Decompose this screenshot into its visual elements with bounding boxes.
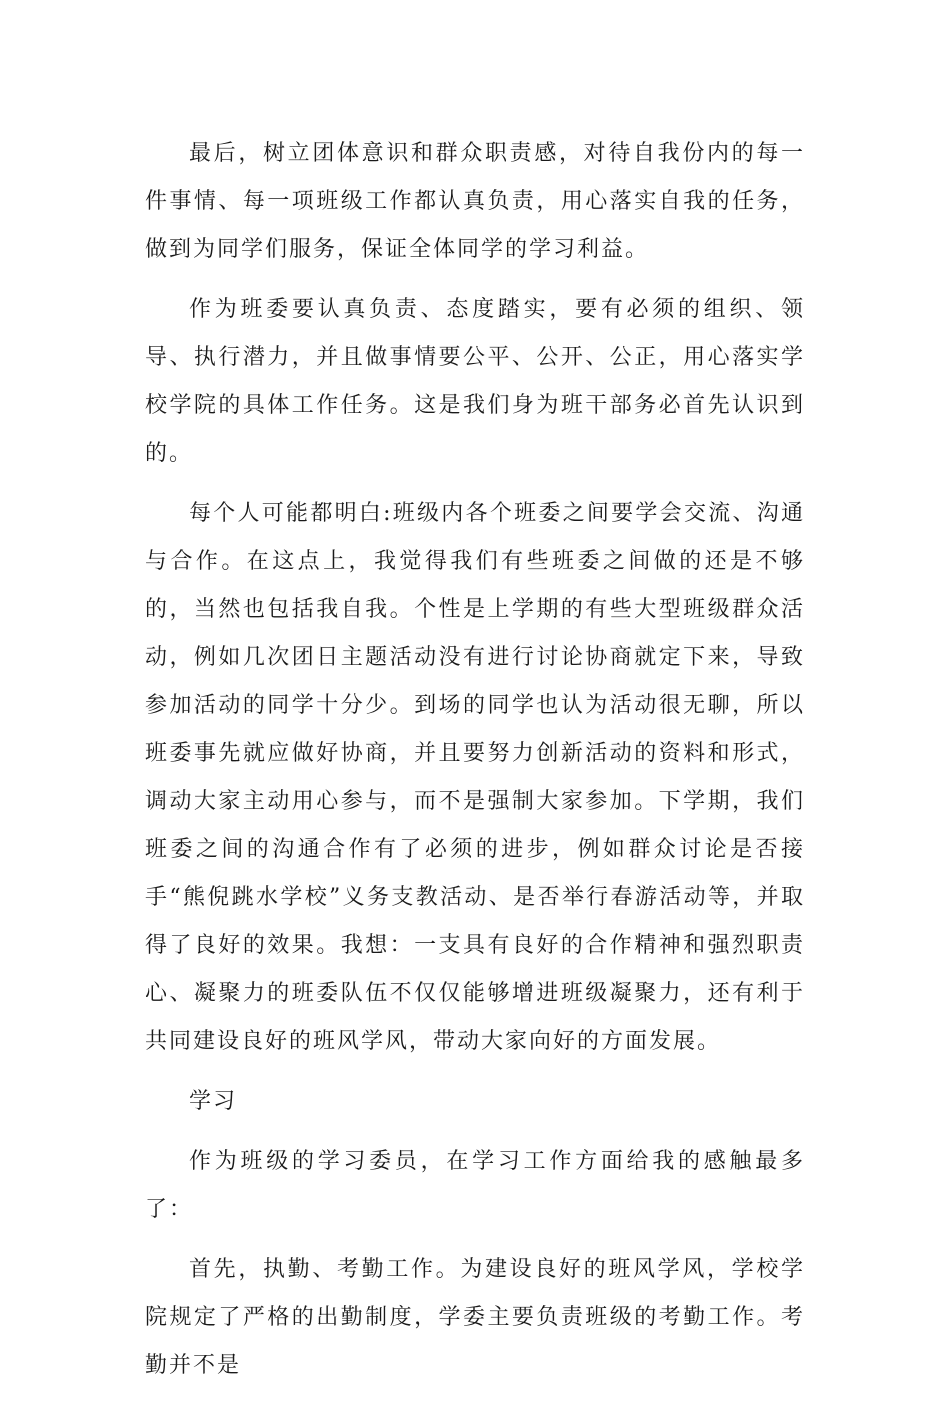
paragraph-attendance: 首先，执勤、考勤工作。为建设良好的班风学风，学校学院规定了严格的出勤制度，学委主要负责班级的考勤工作。考勤并不是 bbox=[145, 1257, 805, 1378]
paragraph-committee-attitude: 作为班委要认真负责、态度踏实，要有必须的组织、领导、执行潜力，并且做事情要公平、公开、公正，用心落实学校学院的具体工作任务。这是我们身为班干部务必首先认识到的。 bbox=[145, 297, 805, 466]
document-body bbox=[145, 130, 805, 1402]
paragraph-study-intro: 作为班级的学习委员，在学习工作方面给我的感触最多了： bbox=[145, 1149, 805, 1222]
paragraph-communication-cooperation: 每个人可能都明白:班级内各个班委之间要学会交流、沟通与合作。在这点上，我觉得我们有些班委之间做的还是不够的，当然也包括我自我。个性是上学期的有些大型班级群众活动，例如几次团日主题活动没有进行讨论协商就定下来，导致参加活动的同学十分少。到场的同学也认为活动很无聊，所以班委事先就应做好协商，并且要努力创新活动的资料和形式，调动大家主动用心参与，而不是强制大家参加。下学期，我们班委之间的沟通合作有了必须的进步，例如群众讨论是否接手“熊倪跳水学校”义务支教活动、是否举行春游活动等，并取得了良好的效果。我想：一支具有良好的合作精神和强烈职责心、凝聚力的班委队伍不仅仅能够增进班级凝聚力，还有利于共同建设良好的班风学风，带动大家向好的方面发展。 bbox=[145, 501, 805, 1054]
paragraph-teamwork-responsibility: 最后，树立团体意识和群众职责感，对待自我份内的每一件事情、每一项班级工作都认真负责，用心落实自我的任务，做到为同学们服务，保证全体同学的学习利益。 bbox=[145, 141, 805, 262]
section-heading-study: 学习 bbox=[189, 1089, 238, 1114]
